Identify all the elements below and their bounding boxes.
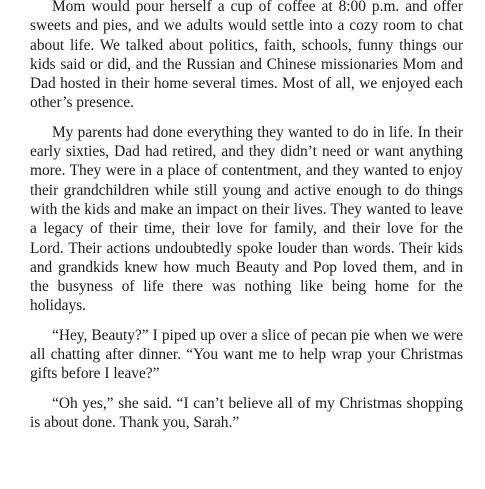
paragraph-1: Mom would pour herself a cup of coffee at 8:00 p.m. and offer sweets and pies, and we adults would settle into a cozy room to chat about life. We talked about politics, faith, schools, funny things our kids said or did, and the Russian and Chinese missionaries Mom and Dad hosted in their home several times. Most of all, we enjoyed each other’s presence. <box>30 0 463 112</box>
paragraph-3: “Hey, Beauty?” I piped up over a slice of pecan pie when we were all chatting after dinner. “You want me to help wrap your Christmas gifts before I leave?” <box>30 326 463 383</box>
paragraph-4: “Oh yes,” she said. “I can’t believe all of my Christmas shopping is about done. Thank you, Sarah.” <box>30 394 463 431</box>
paragraph-2: My parents had done everything they wanted to do in life. In their early sixties, Dad had retired, and they didn’t need or want anything more. They were in a place of contentment, and they wanted to enjoy their grandchildren while still young and active enough to do things with the kids and make an impact on their lives. They wanted to leave a legacy of their time, their love for family, and their love for the Lord. Their actions undoubtedly spoke louder than words. Their kids and grandkids knew how much Beauty and Pop loved them, and in the busyness of life there was nothing like being home for the holidays. <box>30 123 463 315</box>
